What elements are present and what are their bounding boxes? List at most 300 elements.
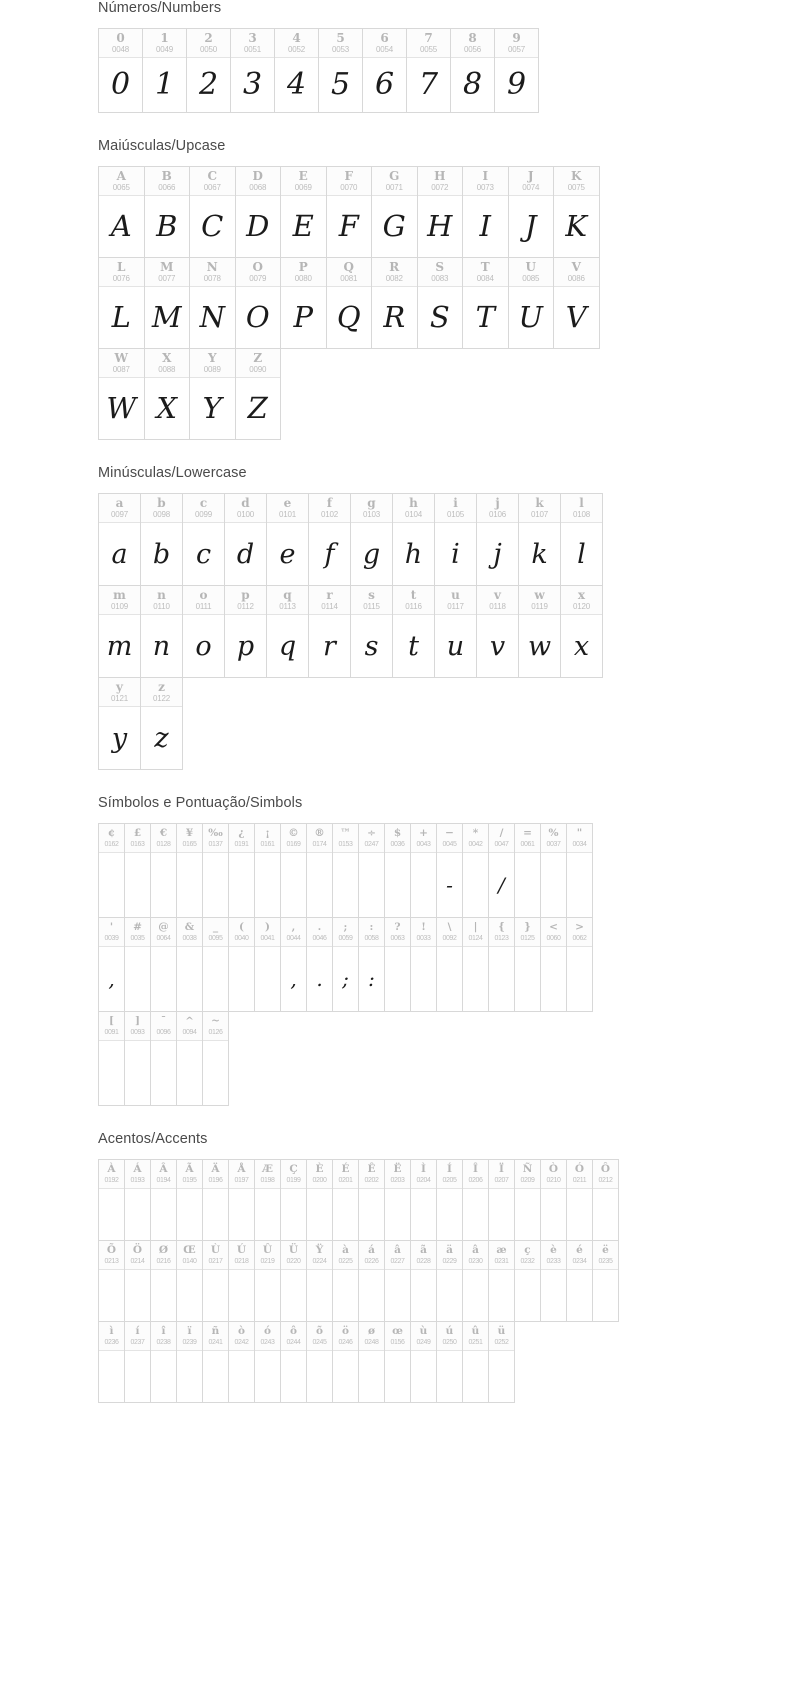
glyph-cell[interactable] [384,1321,411,1403]
glyph-cell[interactable] [280,1159,307,1241]
glyph-cell[interactable] [384,1240,411,1322]
glyph-preview: f [324,538,335,570]
glyph-cell[interactable] [150,1159,177,1241]
glyph-cell[interactable] [98,348,145,440]
glyph-char-label: Õ [106,1244,117,1256]
glyph-cell[interactable] [228,1240,255,1322]
glyph-cell[interactable] [124,1011,151,1106]
glyph-char-label: È [315,1163,324,1175]
glyph-preview [203,1189,228,1240]
glyph-cell[interactable] [280,1240,307,1322]
glyph-cell[interactable] [235,166,282,258]
glyph-preview: 7 [418,67,439,102]
glyph-charcode: 0108 [573,510,590,519]
glyph-cell[interactable] [308,493,351,586]
glyph-charcode: 0089 [203,365,221,374]
glyph-cell[interactable] [228,917,255,1012]
glyph-cell-header [519,494,560,523]
glyph-cell-header [489,1322,514,1351]
glyph-cell-header [435,586,476,615]
glyph-cell[interactable] [124,1321,151,1403]
glyph-charcode: 0109 [111,602,128,611]
glyph-char-label: % [548,827,559,839]
glyph-cell-header [203,1160,228,1189]
glyph-preview: m [106,630,133,662]
glyph-charcode: 0087 [112,365,130,374]
glyph-cell[interactable] [144,348,191,440]
glyph-charcode: 0099 [195,510,212,519]
glyph-cell[interactable] [566,1159,593,1241]
glyph-cell[interactable] [560,585,603,678]
glyph-cell[interactable] [182,493,225,586]
specimen-section [0,0,800,112]
glyph-char-label: Ç [289,1163,298,1175]
glyph-char-label: N [206,260,218,274]
glyph-preview: J [524,209,537,243]
glyph-cell[interactable] [566,823,593,918]
glyph-preview: 3 [242,67,263,102]
glyph-cell-header [463,1241,488,1270]
glyph-cell[interactable] [358,823,385,918]
glyph-cell[interactable] [306,823,333,918]
glyph-cell[interactable] [332,917,359,1012]
glyph-char-label: & [184,921,195,933]
glyph-charcode: 0094 [182,1029,197,1036]
glyph-preview: . [316,967,323,991]
glyph-cell[interactable] [306,917,333,1012]
glyph-preview [489,1351,514,1402]
glyph-charcode: 0126 [208,1029,223,1036]
glyph-cell[interactable] [150,823,177,918]
glyph-cell[interactable] [176,1011,203,1106]
glyph-cell[interactable] [98,28,143,113]
glyph-cell[interactable] [254,1159,281,1241]
glyph-cell[interactable] [566,917,593,1012]
glyph-preview [177,1351,202,1402]
glyph-cell[interactable] [488,1159,515,1241]
glyph-cell[interactable] [540,1240,567,1322]
glyph-cell[interactable] [189,257,236,349]
glyph-cell[interactable] [189,166,236,258]
glyph-charcode: 0080 [294,274,312,283]
glyph-cell[interactable] [384,823,411,918]
glyph-cell[interactable] [406,28,451,113]
glyph-cell-header [99,1160,124,1189]
glyph-cell[interactable] [98,585,141,678]
glyph-char-label: I [482,169,489,183]
glyph-cell[interactable] [98,257,145,349]
glyph-char-label: Ï [499,1163,504,1175]
glyph-cell[interactable] [476,585,519,678]
glyph-cell[interactable] [436,1321,463,1403]
glyph-cell-header [229,918,254,947]
glyph-cell[interactable] [144,257,191,349]
glyph-cell[interactable] [332,823,359,918]
glyph-cell[interactable] [410,917,437,1012]
glyph-preview [593,1189,618,1240]
glyph-cell[interactable] [228,823,255,918]
glyph-cell[interactable] [142,28,187,113]
glyph-cell[interactable] [228,1159,255,1241]
glyph-charcode: 0097 [111,510,128,519]
glyph-char-label: + [419,827,428,839]
glyph-charcode: 0057 [508,45,525,54]
glyph-cell[interactable] [566,1240,593,1322]
glyph-cell-header [225,586,266,615]
glyph-cell[interactable] [417,257,464,349]
glyph-char-label: { [498,921,505,933]
glyph-cell[interactable] [508,166,555,258]
glyph-cell[interactable] [540,823,567,918]
glyph-cell[interactable] [434,493,477,586]
glyph-cell[interactable] [410,823,437,918]
glyph-char-label: k [535,496,544,510]
glyph-cell-header [281,824,306,853]
glyph-cell[interactable] [488,917,515,1012]
glyph-cell[interactable] [508,257,555,349]
glyph-cell[interactable] [230,28,275,113]
glyph-cell[interactable] [235,257,282,349]
glyph-cell[interactable] [254,917,281,1012]
glyph-preview: n [152,630,171,662]
glyph-preview [541,1189,566,1240]
glyph-charcode: 0247 [364,841,379,848]
glyph-cell-header [151,1322,176,1351]
glyph-cell[interactable] [266,493,309,586]
glyph-preview [567,947,592,1011]
glyph-cell[interactable] [98,1321,125,1403]
glyph-cell-header [567,918,592,947]
glyph-cell[interactable] [518,585,561,678]
glyph-cell[interactable] [202,1240,229,1322]
glyph-cell[interactable] [358,917,385,1012]
glyph-cell[interactable] [410,1159,437,1241]
glyph-cell-header [125,1012,150,1041]
glyph-preview: - [446,873,453,897]
glyph-cell[interactable] [384,1159,411,1241]
glyph-charcode: 0113 [279,602,296,611]
glyph-cell[interactable] [436,1240,463,1322]
glyph-cell[interactable] [98,1240,125,1322]
glyph-cell[interactable] [410,1240,437,1322]
glyph-cell[interactable] [462,823,489,918]
glyph-cell[interactable] [98,677,141,770]
glyph-cell[interactable] [306,1159,333,1241]
glyph-cell[interactable] [235,348,282,440]
glyph-cell[interactable] [140,677,183,770]
glyph-cell[interactable] [280,257,327,349]
glyph-cell[interactable] [224,585,267,678]
glyph-cell[interactable] [553,166,600,258]
glyph-cell-header [463,1160,488,1189]
glyph-cell[interactable] [150,917,177,1012]
glyph-preview [463,853,488,917]
glyph-char-label: Â [159,1163,168,1175]
glyph-charcode: 0065 [112,183,130,192]
glyph-cell[interactable] [462,166,509,258]
glyph-char-label: _ [212,921,219,933]
glyph-cell-header [229,1322,254,1351]
glyph-cell[interactable] [306,1321,333,1403]
glyph-cell[interactable] [308,585,351,678]
glyph-cell[interactable] [332,1240,359,1322]
glyph-charcode: 0235 [598,1258,613,1265]
glyph-preview [489,947,514,1011]
glyph-preview [567,1189,592,1240]
glyph-cell-header [255,1241,280,1270]
glyph-charcode: 0245 [312,1339,327,1346]
glyph-cell[interactable] [254,1321,281,1403]
glyph-cell[interactable] [462,1159,489,1241]
glyph-cell[interactable] [488,823,515,918]
glyph-cell[interactable] [98,166,145,258]
glyph-cell[interactable] [176,917,203,1012]
glyph-cell[interactable] [280,166,327,258]
glyph-cell[interactable] [124,917,151,1012]
glyph-char-label: n [157,588,166,602]
glyph-charcode: 0197 [234,1177,249,1184]
glyph-cell[interactable] [592,1159,619,1241]
glyph-cell[interactable] [224,493,267,586]
glyph-char-label: ÷ [367,827,376,839]
glyph-cell[interactable] [326,166,373,258]
glyph-cell[interactable] [176,1321,203,1403]
glyph-cell[interactable] [326,257,373,349]
glyph-cell[interactable] [98,493,141,586]
glyph-preview: i [451,538,460,570]
glyph-cell[interactable] [176,823,203,918]
glyph-char-label: ú [445,1325,454,1337]
glyph-cell[interactable] [410,1321,437,1403]
glyph-cell[interactable] [371,166,418,258]
glyph-cell-header [99,918,124,947]
glyph-cell[interactable] [450,28,495,113]
glyph-char-label: ó [263,1325,271,1337]
glyph-cell[interactable] [124,1159,151,1241]
glyph-cell[interactable] [150,1011,177,1106]
glyph-char-label: < [549,921,558,933]
glyph-cell[interactable] [124,1240,151,1322]
glyph-cell-header [307,1241,332,1270]
glyph-preview [151,1189,176,1240]
glyph-cell-header [372,258,417,287]
glyph-cell-header [309,494,350,523]
glyph-charcode: 0115 [363,602,380,611]
glyph-cell[interactable] [202,1321,229,1403]
glyph-cell[interactable] [280,917,307,1012]
glyph-cell[interactable] [280,1321,307,1403]
glyph-cell[interactable] [176,1240,203,1322]
glyph-cell-header [281,258,326,287]
glyph-cell-header [99,167,144,196]
glyph-cell[interactable] [476,493,519,586]
glyph-cell[interactable] [266,585,309,678]
glyph-cell[interactable] [488,1321,515,1403]
glyph-cell[interactable] [560,493,603,586]
glyph-char-label: h [409,496,418,510]
glyph-preview: 5 [330,67,351,102]
glyph-cell[interactable] [332,1159,359,1241]
glyph-cell[interactable] [514,1159,541,1241]
glyph-cell[interactable] [540,1159,567,1241]
glyph-cell[interactable] [350,493,393,586]
glyph-preview: : [368,967,375,991]
glyph-cell[interactable] [202,1159,229,1241]
glyph-cell[interactable] [202,917,229,1012]
glyph-cell-header [125,1322,150,1351]
glyph-preview: M [151,300,182,334]
glyph-cell[interactable] [514,1240,541,1322]
glyph-char-label: C [207,169,218,183]
glyph-charcode: 0090 [249,365,267,374]
glyph-cell[interactable] [436,1159,463,1241]
glyph-cell[interactable] [514,917,541,1012]
glyph-cell[interactable] [202,823,229,918]
glyph-preview: H [427,209,453,243]
glyph-charcode: 0068 [249,183,267,192]
glyph-cell[interactable] [462,257,509,349]
glyph-preview: u [446,630,465,662]
glyph-cell-header [190,167,235,196]
glyph-cell[interactable] [514,823,541,918]
section-title: Números/Numbers [98,0,222,16]
glyph-cell-header [515,918,540,947]
glyph-cell[interactable] [488,1240,515,1322]
glyph-cell-header [99,258,144,287]
glyph-cell-header [229,824,254,853]
glyph-cell[interactable] [392,585,435,678]
specimen-section [0,465,800,769]
glyph-cell[interactable] [254,823,281,918]
glyph-cell[interactable] [140,493,183,586]
glyph-cell[interactable] [280,823,307,918]
glyph-cell[interactable] [189,348,236,440]
glyph-cell-header [515,824,540,853]
glyph-cell[interactable] [98,1011,125,1106]
glyph-cell[interactable] [436,917,463,1012]
glyph-preview: S [429,300,450,334]
glyph-cell[interactable] [553,257,600,349]
glyph-preview: k [531,538,548,570]
glyph-preview [463,1270,488,1321]
glyph-cell[interactable] [392,493,435,586]
glyph-charcode: 0039 [104,935,119,942]
glyph-char-label: â [472,1244,479,1256]
glyph-char-label: ñ [211,1325,220,1337]
glyph-cell[interactable] [494,28,539,113]
glyph-cell[interactable] [592,1240,619,1322]
glyph-char-label: é [576,1244,583,1256]
glyph-cell[interactable] [202,1011,229,1106]
glyph-cell[interactable] [540,917,567,1012]
glyph-preview [411,947,436,1011]
glyph-charcode: 0252 [494,1339,509,1346]
glyph-char-label: Ø [158,1244,169,1256]
glyph-cell[interactable] [150,1240,177,1322]
glyph-cell-header [141,678,182,707]
glyph-cell-header [145,167,190,196]
glyph-cell[interactable] [362,28,407,113]
glyph-cell-header [229,1160,254,1189]
glyph-cell-header [236,167,281,196]
glyph-cell[interactable] [228,1321,255,1403]
glyph-cell[interactable] [434,585,477,678]
glyph-preview [515,947,540,1011]
glyph-charcode: 0047 [494,841,509,848]
glyph-charcode: 0225 [338,1258,353,1265]
glyph-cell[interactable] [462,1240,489,1322]
glyph-char-label: O [252,260,263,274]
glyph-charcode: 0119 [531,602,548,611]
glyph-cell[interactable] [182,585,225,678]
glyph-cell[interactable] [254,1240,281,1322]
glyph-char-label: ì [109,1325,114,1337]
glyph-charcode: 0084 [476,274,494,283]
glyph-preview [333,853,358,917]
glyph-cell[interactable] [186,28,231,113]
glyph-cell[interactable] [332,1321,359,1403]
glyph-cell[interactable] [358,1159,385,1241]
glyph-cell[interactable] [358,1240,385,1322]
glyph-cell-header [225,494,266,523]
glyph-cell[interactable] [462,917,489,1012]
glyph-grid [98,1159,800,1402]
glyph-char-label: u [451,588,460,602]
glyph-cell-header [385,918,410,947]
glyph-char-label: 6 [380,31,389,45]
glyph-charcode: 0075 [567,183,585,192]
glyph-preview: d [236,538,255,570]
glyph-cell[interactable] [150,1321,177,1403]
glyph-charcode: 0220 [286,1258,301,1265]
glyph-cell[interactable] [144,166,191,258]
glyph-preview [567,1270,592,1321]
glyph-cell[interactable] [384,917,411,1012]
glyph-cell-header [190,258,235,287]
glyph-cell-header [333,824,358,853]
glyph-cell-header [567,1241,592,1270]
glyph-cell[interactable] [274,28,319,113]
glyph-charcode: 0067 [203,183,221,192]
glyph-cell[interactable] [371,257,418,349]
glyph-char-label: d [241,496,250,510]
glyph-cell[interactable] [518,493,561,586]
glyph-cell[interactable] [176,1159,203,1241]
glyph-preview [281,1270,306,1321]
glyph-cell[interactable] [358,1321,385,1403]
glyph-cell-header [477,494,518,523]
glyph-cell-header [567,1160,592,1189]
glyph-cell[interactable] [462,1321,489,1403]
glyph-cell[interactable] [98,1159,125,1241]
glyph-cell-header [477,586,518,615]
glyph-charcode: 0103 [363,510,380,519]
glyph-cell[interactable] [306,1240,333,1322]
glyph-cell[interactable] [436,823,463,918]
glyph-charcode: 0207 [494,1177,509,1184]
glyph-cell[interactable] [350,585,393,678]
glyph-cell[interactable] [98,917,125,1012]
glyph-preview [593,1270,618,1321]
glyph-cell-header [411,1160,436,1189]
glyph-cell[interactable] [124,823,151,918]
glyph-cell[interactable] [140,585,183,678]
glyph-cell[interactable] [318,28,363,113]
glyph-cell[interactable] [98,823,125,918]
glyph-cell-header [319,29,362,58]
glyph-preview [333,1270,358,1321]
glyph-cell[interactable] [417,166,464,258]
